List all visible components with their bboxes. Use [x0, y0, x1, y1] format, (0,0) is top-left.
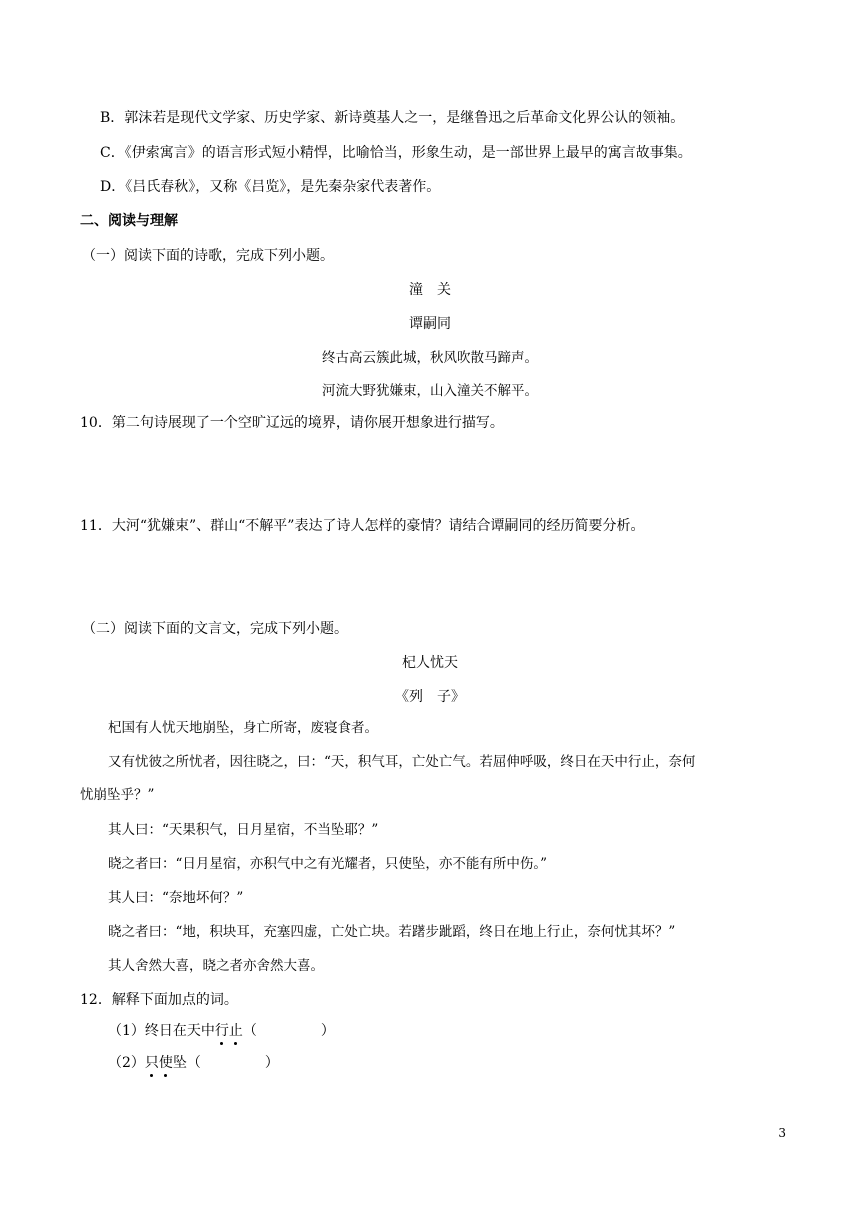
item-1-open-paren: （ [242, 1023, 257, 1039]
question-12-item-2 [108, 1053, 860, 1073]
part1-intro: （一）阅读下面的诗歌，完成下列小题。 [82, 248, 334, 264]
item-1-close-paren: ） [320, 1023, 335, 1039]
dotted-char-zhi2: 只 [144, 1055, 159, 1071]
prose-title: 杞人忧天 [402, 655, 458, 671]
prose-paragraph-5: 其人曰：“奈地坏何？” [108, 890, 244, 906]
poem-line-1: 终古高云簇此城，秋风吹散马蹄声。 [322, 350, 538, 366]
prose-paragraph-3: 其人曰：“天果积气，日月星宿，不当坠耶？” [108, 822, 379, 838]
prose-paragraph-7: 其人舍然大喜，晓之者亦舍然大喜。 [108, 958, 324, 974]
option-b: B．郭沫若是现代文学家、历史学家、新诗奠基人之一，是继鲁迅之后革命文化界公认的领袖。 [100, 110, 685, 126]
part2-intro: （二）阅读下面的文言文，完成下列小题。 [82, 621, 348, 637]
question-12-item-1 [108, 1021, 860, 1041]
item-1-prefix: （1）终日在天中 [108, 1023, 215, 1039]
item-2-prefix: （2） [108, 1055, 145, 1071]
item-2-close-paren: ） [264, 1055, 279, 1071]
prose-paragraph-2b: 忧崩坠乎？” [80, 787, 155, 803]
dotted-char-xing: 行 [214, 1023, 229, 1039]
dotted-char-shi: 使 [158, 1055, 173, 1071]
prose-paragraph-4: 晓之者曰：“日月星宿，亦积气中之有光耀者，只使坠，亦不能有所中伤。” [108, 856, 548, 872]
prose-paragraph-6: 晓之者曰：“地，积块耳，充塞四虚，亡处亡块。若躇步跐蹈，终日在地上行止，奈何忧其坏？” [108, 924, 676, 940]
page-number: 3 [778, 1126, 786, 1140]
question-10: 10．第二句诗展现了一个空旷辽远的境界，请你展开想象进行描写。 [80, 415, 504, 431]
prose-paragraph-1: 杞国有人忧天地崩坠，身亡所寄，废寝食者。 [108, 720, 378, 736]
option-c: C．《伊索寓言》的语言形式短小精悍，比喻恰当，形象生动，是一部世界上最早的寓言故事集。 [100, 145, 692, 161]
section-heading: 二、阅读与理解 [80, 213, 178, 229]
dotted-char-zhi: 止 [228, 1023, 243, 1039]
prose-paragraph-2a: 又有忧彼之所忧者，因往晓之，曰：“天，积气耳，亡处亡气。若屈伸呼吸，终日在天中行止，奈何 [108, 754, 696, 770]
option-d: D．《吕氏春秋》，又称《吕览》，是先秦杂家代表著作。 [100, 179, 441, 195]
item-2-after: 坠（ [172, 1055, 201, 1071]
question-12: 12．解释下面加点的词。 [80, 992, 238, 1008]
poem-title: 潼 关 [409, 282, 451, 298]
poem-author: 谭嗣同 [409, 316, 451, 332]
prose-author: 《列 子》 [395, 689, 465, 705]
question-11: 11．大河“犹嫌束”、群山“不解平”表达了诗人怎样的豪情？请结合谭嗣同的经历简要分析。 [80, 518, 645, 534]
poem-line-2: 河流大野犹嫌束，山入潼关不解平。 [322, 383, 538, 399]
